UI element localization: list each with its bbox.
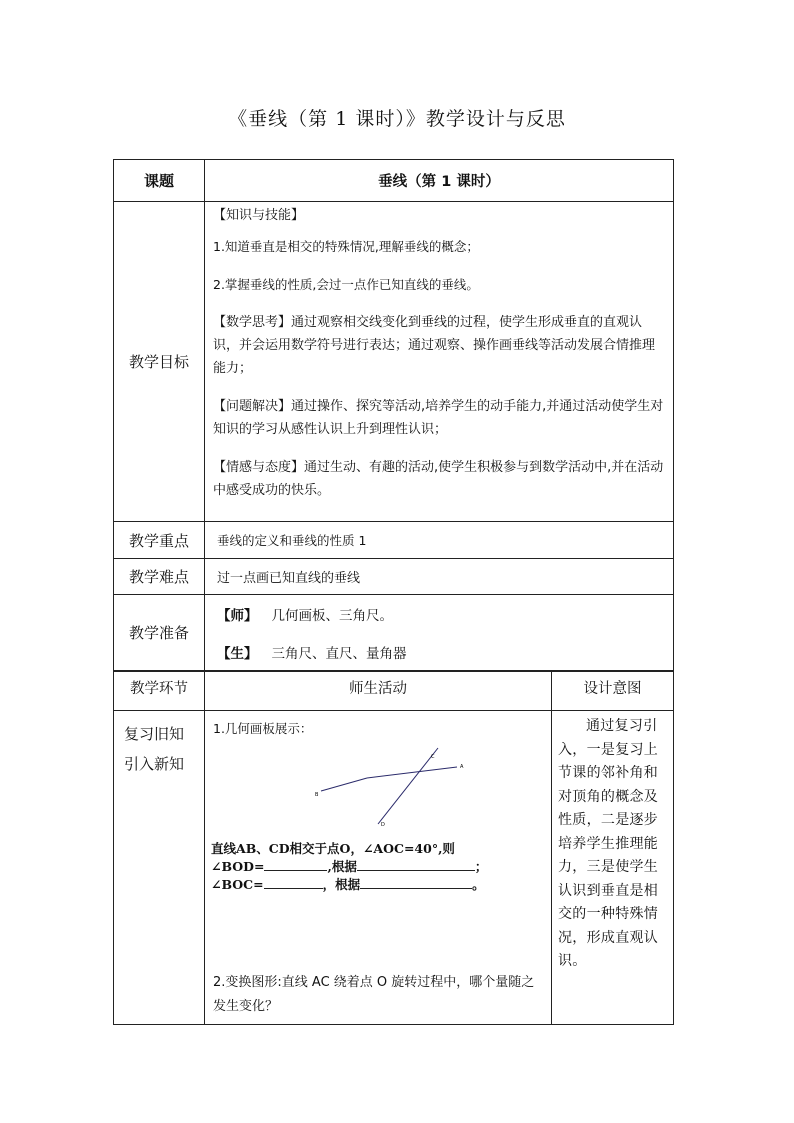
difficulty-label: 教学难点	[114, 559, 205, 595]
key-point-label: 教学重点	[114, 522, 205, 559]
boc-reason-prefix: ，根据	[322, 877, 361, 892]
problem-solving-text: 通过操作、探究等活动,培养学生的动手能力,并通过活动使学生对知识的学习从感性认识上升到理性认识；	[213, 399, 664, 437]
activity-2: 2.变换图形:直线 AC 绕着点 O 旋转过程中，哪个量随之发生变化？	[213, 975, 535, 1014]
question-line-2	[211, 858, 550, 876]
boc-prefix: ∠BOC=	[211, 877, 264, 892]
bod-end: ；	[474, 859, 488, 874]
emotion-attitude	[213, 456, 667, 502]
problem-solving	[213, 395, 667, 441]
topic-label: 课题	[114, 160, 205, 202]
problem-solving-tag: 【问题解决】	[213, 399, 292, 414]
point-a-label: A	[460, 764, 464, 770]
boc-end: 。	[472, 877, 485, 892]
knowledge-item-1: 1.知道垂直是相交的特殊情况,理解垂线的概念；	[213, 239, 479, 254]
topic-value: 垂线（第 1 课时）	[205, 160, 674, 202]
emotion-attitude-tag: 【情感与态度】	[213, 460, 305, 475]
bod-prefix: ∠BOD=	[211, 859, 265, 874]
design-intent-text: 通过复习引入，一是复习上节课的邻补角和对顶角的概念及性质，二是逐步培养学生推理能力，三是使学生认识到垂直是相交的一种特殊情况，形成直观认识。	[558, 718, 659, 969]
point-d-label: D	[381, 822, 385, 828]
student-items: 三角尺、直尺、量角器	[271, 646, 407, 662]
objectives-label: 教学目标	[114, 202, 205, 522]
intersecting-lines-figure	[205, 746, 552, 828]
activity-cell	[205, 711, 552, 1025]
emotion-attitude-text: 通过生动、有趣的活动,使学生积极参与到数学活动中,并在活动中感受成功的快乐。	[213, 460, 664, 498]
preparation-content	[205, 595, 674, 671]
bod-answer-blank[interactable]	[264, 858, 327, 871]
point-b-label: B	[315, 792, 319, 798]
line-ba-left	[321, 778, 367, 791]
student-tag: 【生】	[217, 646, 258, 662]
document-title: 《垂线（第 1 课时）》教学设计与反思	[228, 108, 566, 130]
knowledge-title: 【知识与技能】	[213, 208, 305, 223]
boc-reason-blank[interactable]	[360, 876, 472, 889]
bod-reason-prefix: ,根据	[327, 859, 357, 874]
line-ba-right	[367, 767, 457, 778]
intent-column-header: 设计意图	[552, 672, 674, 711]
teacher-preparation	[217, 604, 673, 624]
intent-cell	[552, 711, 674, 1025]
boc-answer-blank[interactable]	[264, 876, 323, 889]
lesson-info-table	[113, 159, 674, 671]
bod-reason-blank[interactable]	[357, 858, 475, 871]
stage-line-2: 引入新知	[124, 755, 185, 773]
math-thinking-tag: 【数学思考】	[213, 315, 292, 330]
objectives-content	[205, 202, 674, 522]
preparation-label: 教学准备	[114, 595, 205, 671]
key-point-value: 垂线的定义和垂线的性质 1	[205, 522, 674, 559]
teacher-tag: 【师】	[217, 608, 258, 624]
difficulty-value: 过一点画已知直线的垂线	[205, 559, 674, 595]
activity-column-header: 师生活动	[205, 672, 552, 711]
knowledge-item-2: 2.掌握垂线的性质,会过一点作已知直线的垂线。	[213, 277, 479, 292]
point-c-label: C	[431, 754, 435, 760]
math-thinking	[213, 311, 667, 380]
stage-line-1: 复习旧知	[124, 725, 185, 743]
line-cd	[378, 748, 438, 824]
question-line-1: 直线AB、CD相交于点O，∠AOC=40°,则	[211, 841, 455, 856]
process-table	[113, 671, 674, 1025]
stage-cell	[114, 711, 205, 1025]
stage-column-header: 教学环节	[114, 672, 205, 711]
math-thinking-text: 通过观察相交线变化到垂线的过程，使学生形成垂直的直观认识，并会运用数学符号进行表达；通过观察、操作画垂线等活动发展合情推理能力；	[213, 315, 656, 376]
question-line-3	[211, 876, 550, 894]
teacher-items: 几何画板、三角尺。	[271, 608, 393, 624]
activity-1-title: 1.几何画板展示：	[213, 721, 313, 736]
student-preparation	[217, 642, 673, 662]
